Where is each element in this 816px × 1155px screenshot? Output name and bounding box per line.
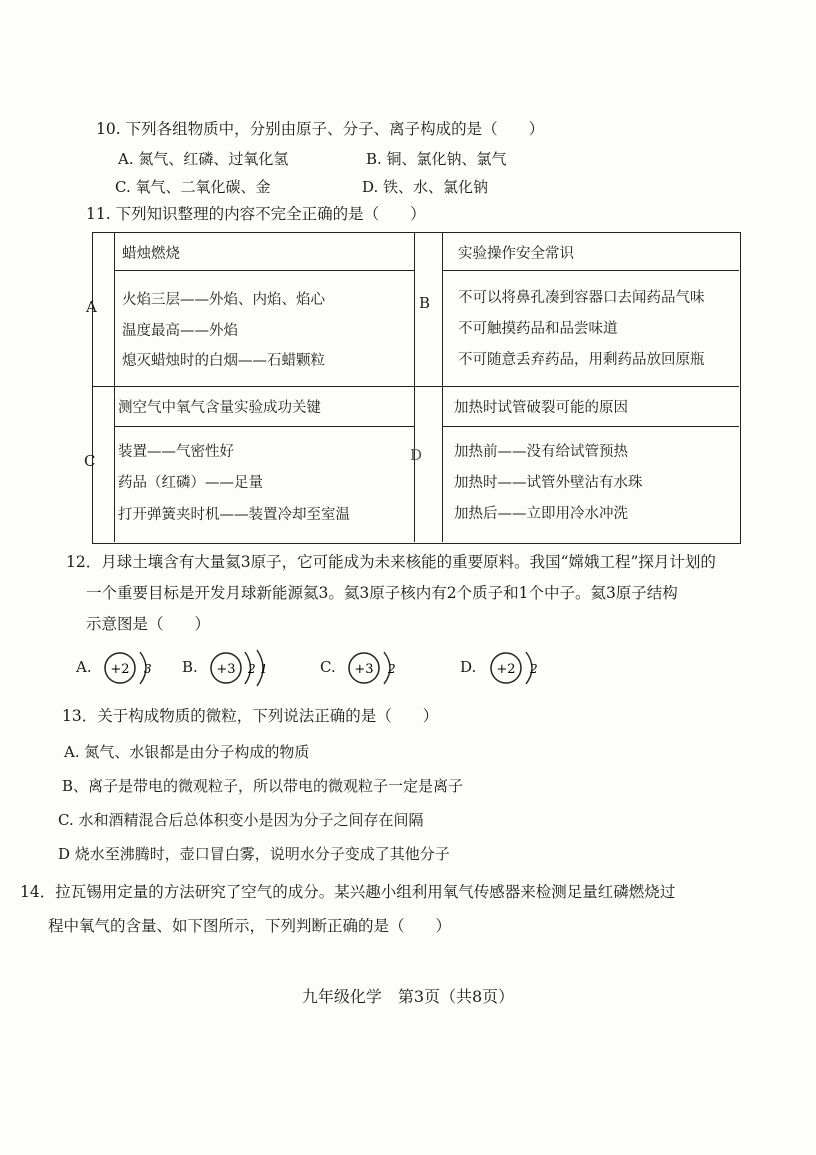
- table-divider: [442, 232, 443, 542]
- cell-a-line: 温度最高——外焰: [122, 323, 238, 339]
- table-divider: [114, 270, 414, 271]
- q12-option-a-label: A.: [76, 658, 92, 676]
- cell-d-line: 加热前——没有给试管预热: [454, 444, 628, 460]
- q13-option-a: A. 氮气、水银都是由分子构成的物质: [64, 743, 310, 761]
- cell-b-line: 不可以将鼻孔凑到容器口去闻药品气味: [458, 290, 705, 306]
- q12-option-d-label: D.: [460, 658, 477, 676]
- electron-count: 3: [144, 662, 152, 676]
- q12-line: 一个重要目标是开发月球新能源氦3。氦3原子核内有2个质子和1个中子。氦3原子结构: [86, 584, 678, 602]
- q12-option-b-label: B.: [182, 658, 198, 676]
- q10-option-d: D. 铁、水、氯化钠: [362, 178, 489, 196]
- table-outer-border: [92, 232, 741, 544]
- table-divider: [92, 386, 739, 387]
- q11-table: [84, 232, 742, 546]
- table-divider: [442, 426, 739, 427]
- q13-stem: 13．关于构成物质的微粒，下列说法正确的是（ ）: [62, 707, 439, 725]
- cell-d-line: 加热时——试管外壁沾有水珠: [454, 475, 643, 491]
- cell-b-line: 不可随意丢弃药品，用剩药品放回原瓶: [458, 352, 705, 368]
- cell-c-header: 测空气中氧气含量实验成功关键: [118, 400, 321, 416]
- electron-count: 1: [260, 662, 268, 676]
- q12-option-d-diagram: [486, 646, 546, 690]
- cell-a-letter: A: [86, 298, 97, 316]
- table-divider: [114, 426, 414, 427]
- table-divider: [414, 232, 415, 542]
- cell-a-line: 火焰三层——外焰、内焰、焰心: [122, 292, 325, 308]
- q13-option-b: B、离子是带电的微观粒子，所以带电的微观粒子一定是离子: [62, 777, 464, 795]
- nucleus-charge: +3: [216, 662, 236, 677]
- page-footer: 九年级化学 第3页（共8页）: [301, 987, 515, 1006]
- q14-line: 14．拉瓦锡用定量的方法研究了空气的成分。某兴趣小组利用氧气传感器来检测足量红磷燃烧过: [20, 883, 676, 901]
- cell-b-letter: B: [419, 294, 431, 312]
- q10-option-a: A. 氮气、红磷、过氧化氢: [118, 150, 289, 168]
- nucleus-charge: +2: [110, 662, 130, 677]
- q14-line: 程中氧气的含量、如下图所示，下列判断正确的是（ ）: [48, 917, 452, 935]
- q12-line: 示意图是（ ）: [86, 615, 211, 633]
- table-divider: [114, 232, 115, 542]
- cell-b-header: 实验操作安全常识: [458, 246, 574, 262]
- nucleus-charge: +2: [496, 662, 516, 677]
- q12-line: 12．月球土壤含有大量氦3原子，它可能成为未来核能的重要原料。我国“嫦娥工程”探月计划的: [66, 553, 716, 571]
- cell-c-line: 打开弹簧夹时机——装置冷却至室温: [118, 507, 350, 523]
- q12-option-c-label: C.: [320, 658, 336, 676]
- q13-option-d: D 烧水至沸腾时，壶口冒白雾，说明水分子变成了其他分子: [58, 845, 450, 863]
- electron-count: 2: [248, 662, 256, 676]
- cell-c-letter: C: [84, 452, 96, 470]
- q10-option-c: C. 氧气、二氧化碳、金: [115, 178, 271, 196]
- q13-option-c: C. 水和酒精混合后总体积变小是因为分子之间存在间隔: [58, 811, 424, 829]
- cell-c-line: 药品（红磷）——足量: [118, 475, 263, 491]
- q12-option-b-diagram: [206, 646, 278, 690]
- cell-b-line: 不可触摸药品和品尝味道: [458, 321, 618, 337]
- cell-a-line: 熄灭蜡烛时的白烟——石蜡颗粒: [122, 353, 325, 369]
- cell-d-header: 加热时试管破裂可能的原因: [454, 400, 628, 416]
- electron-count: 2: [388, 662, 396, 676]
- cell-c-line: 装置——气密性好: [118, 444, 234, 460]
- electron-count: 2: [530, 662, 538, 676]
- cell-d-letter: D: [410, 446, 423, 464]
- q10-stem: 10. 下列各组物质中，分别由原子、分子、离子构成的是（ ）: [96, 120, 545, 138]
- q12-option-a-diagram: [100, 646, 160, 690]
- cell-a-header: 蜡烛燃烧: [122, 246, 180, 262]
- table-divider: [442, 270, 739, 271]
- nucleus-charge: +3: [354, 662, 374, 677]
- cell-d-line: 加热后——立即用冷水冲洗: [454, 506, 628, 522]
- q11-stem: 11. 下列知识整理的内容不完全正确的是（ ）: [86, 205, 426, 223]
- q10-option-b: B. 铜、氯化钠、氯气: [366, 150, 507, 168]
- q12-option-c-diagram: [344, 646, 404, 690]
